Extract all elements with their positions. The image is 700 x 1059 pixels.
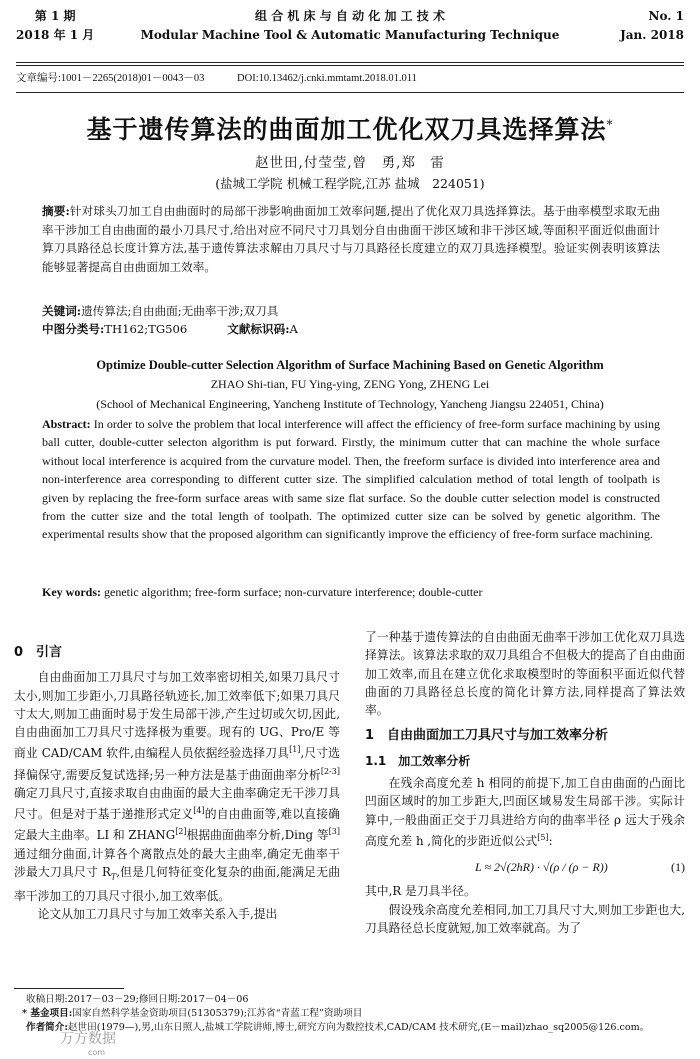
title-text: 基于遗传算法的曲面加工优化双刀具选择算法 <box>86 115 607 144</box>
footnote-fund <box>22 1007 682 1021</box>
body-column-left <box>14 640 340 923</box>
subscript: T <box>110 872 117 882</box>
paragraph-1: 自由曲面加工刀具尺寸与加工效率密切相关,如果刀具尺寸太小,则加工步距小,刀具路径轨迹长,加工效率低下;如果刀具尺寸太大,则加工曲面时易于发生局部干涉,产生过切或欠切,因此,自由曲面加工刀具尺寸选择极为重要。现有的 UG、Pro/E 等商业 CAD/CAM 软件,由编程人员依据经验选择刀具[1],尺寸选择偏保守,需要反复试选择;另一种方法是基于曲面曲率分析[2-3]确定刀具尺寸,直接求取自由曲面的最大主曲率确定无干涉刀具尺寸。但是对于基于递推形式定义[4]的自由曲面等,难以直接确定最大主曲率。LI 和 ZHANG[2]根据曲面曲率分析,Ding 等[3]通过细分曲面,计算各个离散点处的最大主曲率,确定无曲率干涉最大刀具尺寸 $R_T$,但是几何特征变化复杂的曲面,能满足无曲率干涉加工的刀具尺寸很小,加工效率低。 <box>14 670 340 903</box>
paragraph-2: 论文从加工刀具尺寸与加工效率关系入手,提出 <box>37 906 278 921</box>
watermark-logo: 万方数据 com <box>60 1031 116 1057</box>
footnote-received: 收稿日期:2017－03－29;修回日期:2017－04－06 <box>26 994 249 1005</box>
issue-cn: 第 1 期 <box>34 9 76 23</box>
citation[interactable]: [2] <box>175 827 187 837</box>
english-affiliation: (School of Mechanical Engineering, Yancheng Institute of Technology, Yancheng Jiangsu 224051, China) <box>96 397 604 411</box>
header-rule <box>16 62 684 63</box>
header-right <box>620 7 684 45</box>
citation[interactable]: [4] <box>193 806 205 816</box>
affiliation: (盐城工学院 机械工程学院,江苏 盐城 224051) <box>215 176 485 191</box>
abstract-cn-label: 摘要: <box>42 204 70 218</box>
citation[interactable]: [5] <box>537 832 549 842</box>
keywords-cn <box>42 302 660 320</box>
paragraph-3: 了一种基于遗传算法的自由曲面无曲率干涉加工优化双刀具选择算法。该算法求取的双刀具组合不但极大的提高了自由曲面加工效率,而且在建立优化求取模型时的等面积平面近似代替曲面的刀具路径总长度的简化计算方法,同样提高了算法效率。 <box>365 630 685 718</box>
title-mark: * <box>606 117 614 132</box>
article-number: 文章编号:1001－2265(2018)01－0043－03 <box>16 73 205 84</box>
english-keywords-label: Key words: <box>42 585 101 599</box>
keywords-cn-label: 关键词: <box>42 304 82 318</box>
bio-text: 赵世田(1979—),男,山东日照人,盐城工学院讲师,博士,研究方向为数控技术,CAD/CAM 技术研究,(E－mail)zhao_sq2005@126.com。 <box>67 1022 650 1033</box>
paper-title <box>0 110 700 146</box>
clc-text: TH162;TG506 <box>104 322 188 336</box>
english-abstract-label: Abstract: <box>42 417 91 431</box>
equation-number: (1) <box>671 860 685 875</box>
journal-cn: 组 合 机 床 与 自 动 化 加 工 技 术 <box>255 9 445 23</box>
equation-1 <box>365 850 685 882</box>
article-meta <box>16 70 447 85</box>
footnote-rule <box>14 988 124 989</box>
doc-code-label: 文献标识码: <box>227 322 290 336</box>
date-cn: 2018 年 1 月 <box>16 28 95 42</box>
english-abstract-text: In order to solve the problem that local interference will affect the efficiency of free-form surface machining by using ball cutter, double-cutter selecton algorithm is put forward. Firstly, the minimum cutter that can machine the whole surface without local interference is acquired from the curvature model. Then, the freeform surface is divided into interference area and non-interference area corresponding to different cutter size. The simplified calculation method of total length of toolpath is given by replacing the free-form surface areas with same size flat surface. So the double cutter selection model is constructed from the cutter size and the total length of toolpath. The optimized cutter size can be solved by genetic algorithm. The experimental results show that the proposed algorithm can significantly improve the efficiency of free-form surface machining. <box>42 417 661 542</box>
footnote-bio <box>26 1021 686 1035</box>
doi[interactable]: DOI:10.13462/j.cnki.mmtamt.2018.01.011 <box>237 73 417 84</box>
equation-body: L ≈ 2√(2hR) · √(ρ / (ρ − R)) <box>475 860 608 875</box>
section-1-heading: 1 自由曲面加工刀具尺寸与加工效率分析 <box>365 728 609 744</box>
paragraph-6: 假设残余高度允差相同,加工刀具尺寸大,则加工步距也大,刀具路径总长度就短,加工效率就高。为了 <box>365 902 685 936</box>
english-keywords-text: genetic algorithm; free-form surface; non-curvature interference; double-cutter <box>104 585 483 599</box>
doc-code: A <box>289 322 298 336</box>
citation[interactable]: [1] <box>289 745 301 755</box>
citation[interactable]: [3] <box>328 827 340 837</box>
fund-label: * 基金项目: <box>22 1008 73 1019</box>
english-abstract <box>42 415 660 544</box>
header-center <box>0 7 700 45</box>
running-header <box>0 0 700 64</box>
abstract-cn <box>42 202 660 276</box>
citation[interactable]: [2-3] <box>320 766 340 776</box>
english-title: Optimize Double-cutter Selection Algorithm of Surface Machining Based on Genetic Algorithm <box>96 358 604 372</box>
authors: 赵世田,付莹莹,曾 勇,郑 雷 <box>255 155 445 171</box>
classification <box>42 320 660 338</box>
journal-en: Modular Machine Tool & Automatic Manufacturing Technique <box>140 28 560 42</box>
meta-rule <box>16 92 684 93</box>
section-0-heading: 0 引言 <box>14 645 63 660</box>
clc-label: 中图分类号: <box>42 322 105 336</box>
date-en: Jan. 2018 <box>620 28 684 42</box>
header-rule-2 <box>16 65 684 66</box>
english-keywords <box>42 585 660 600</box>
keywords-cn-text: 遗传算法;自由曲面;无曲率干涉;双刀具 <box>81 304 279 318</box>
fund-text: 国家自然科学基金资助项目(51305379);江苏省“青蓝工程”资助项目 <box>72 1008 363 1019</box>
abstract-cn-text: 针对球头刀加工自由曲面时的局部干涉影响曲面加工效率问题,提出了优化双刀具选择算法。基于曲率模型求取无曲率干涉加工自由曲面的最小刀具尺寸,给出对应不同尺寸刀具划分自由曲面干涉区域和非干涉区域,等面积平面近似曲面计算刀具路径总长度计算方法,基于遗传算法求解由刀具尺寸与刀具路径长度建立的双刀具选择模型。验证实例表明该算法能够显著提高自由曲面加工效率。 <box>42 204 660 274</box>
english-authors: ZHAO Shi-tian, FU Ying-ying, ZENG Yong, ZHENG Lei <box>210 377 490 391</box>
body-column-right <box>365 628 685 937</box>
section-1-1-heading: 1.1 加工效率分析 <box>365 753 471 768</box>
bio-label: 作者简介: <box>26 1022 68 1033</box>
paragraph-5: 其中,R 是刀具半径。 <box>365 884 476 899</box>
paragraph-4: 在残余高度允差 h 相同的前提下,加工自由曲面的凸面比凹面区域时的加工步距大,凹面区域易发生局部干涉。实际计算中,一般曲面正交于刀具进给方向的曲率半径 ρ 远大于残余高度允差 h ,简化的步距近似公式[5]: <box>365 776 685 848</box>
issue-en: No. 1 <box>648 9 684 23</box>
